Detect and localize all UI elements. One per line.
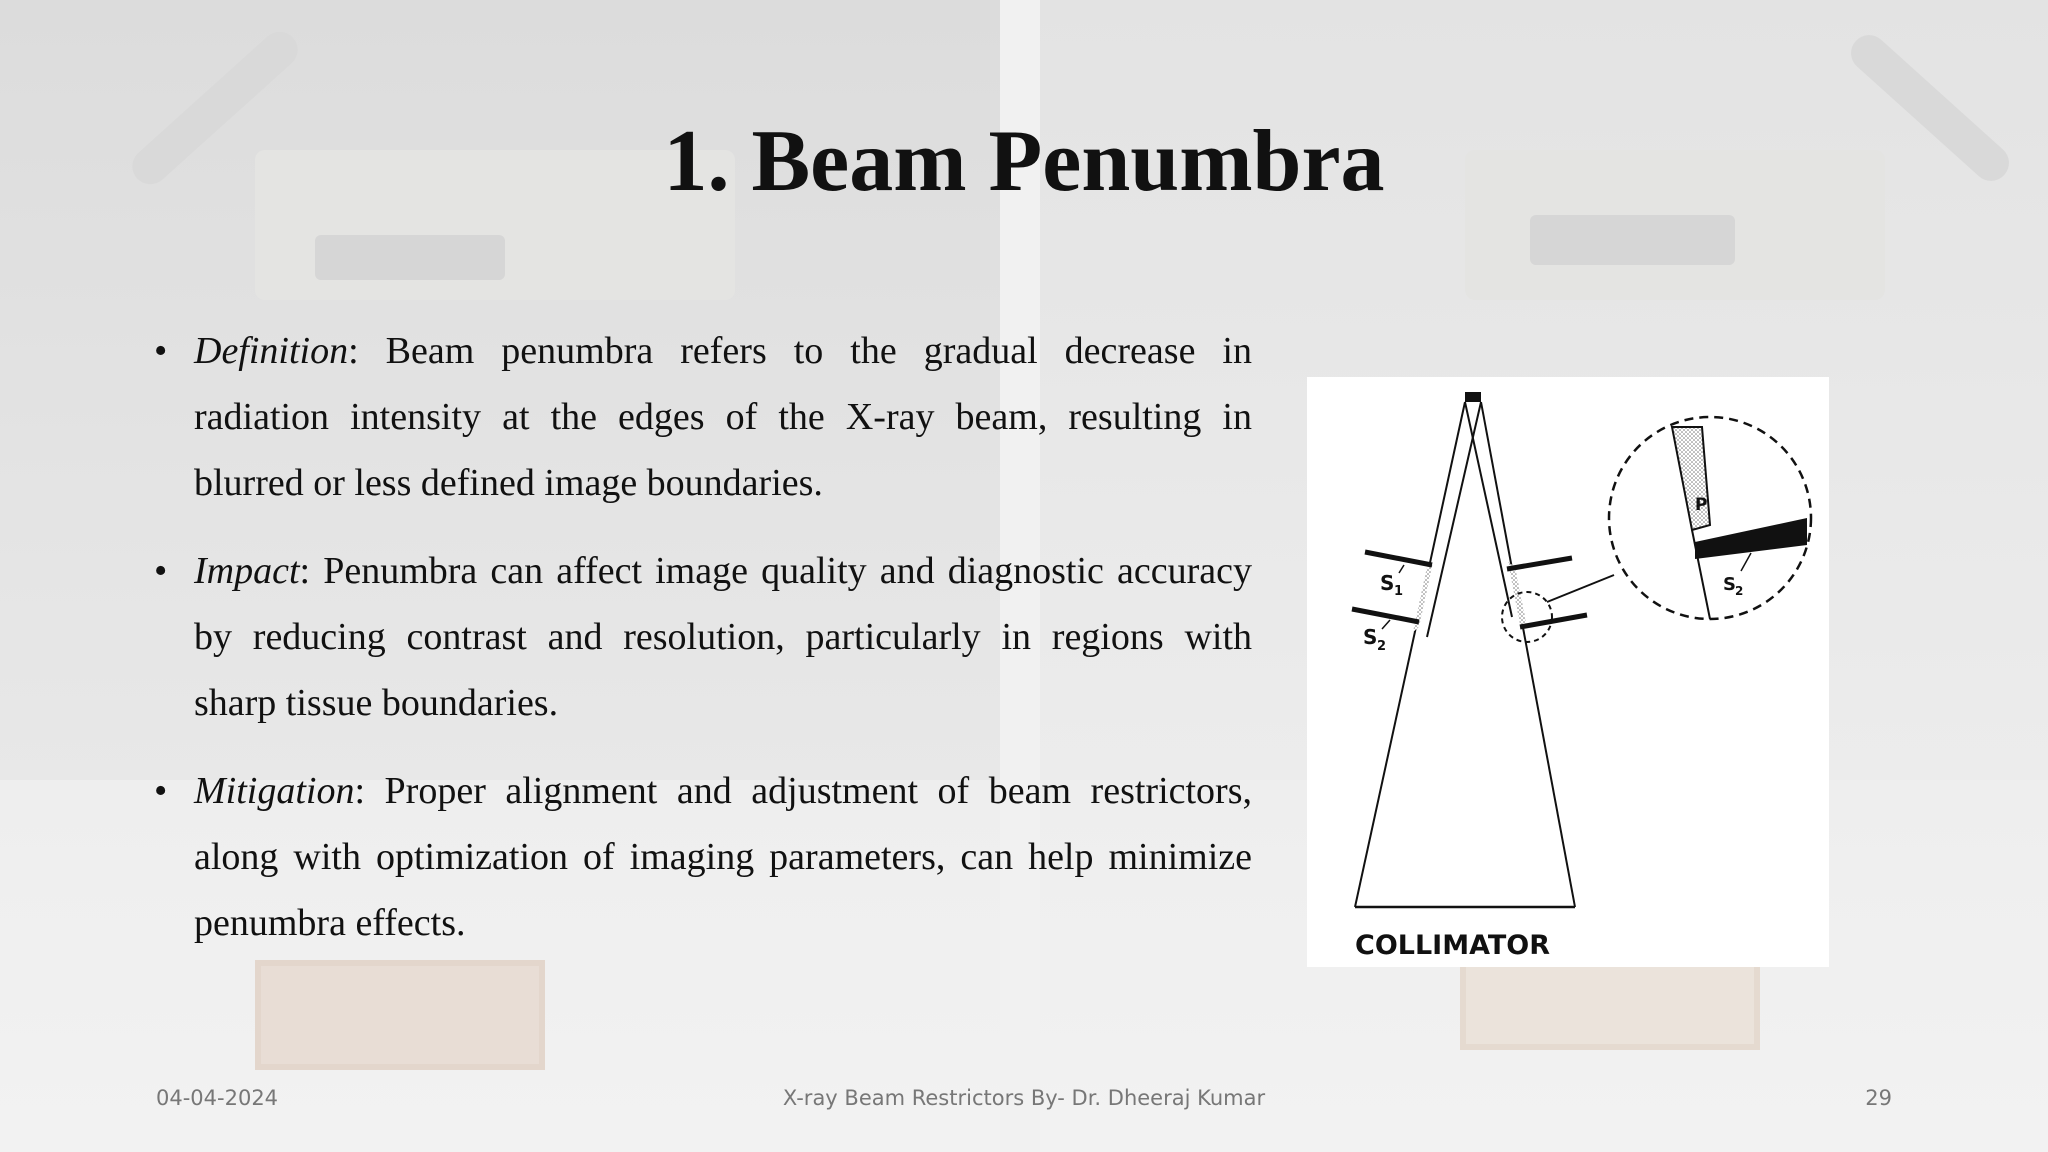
slide-title: 1. Beam Penumbra — [663, 113, 1385, 210]
bullet-dot: • — [154, 550, 168, 592]
focal-spot — [1465, 392, 1481, 402]
beam-cross-a — [1465, 402, 1512, 617]
footer-page-number: 29 — [1865, 1086, 1892, 1110]
label-s1: S — [1380, 571, 1395, 595]
detail-leader — [1547, 575, 1614, 602]
bullet-term: Mitigation — [194, 770, 355, 812]
bullet-text: : Proper alignment and adjustment of beam restrictors, along with optimization of imaging parameters, can help minimize penumbra effects. — [194, 770, 1252, 944]
label-s2-left-sub: 2 — [1377, 639, 1387, 654]
figure-caption: COLLIMATOR — [1355, 930, 1551, 961]
bullet-term: Definition — [194, 330, 349, 372]
lower-right-blade — [1520, 615, 1587, 627]
lower-left-blade — [1352, 609, 1419, 622]
bullet-definition — [150, 318, 1252, 516]
beam-cross-b — [1427, 402, 1481, 637]
penumbra-right — [1508, 562, 1527, 627]
detail-marker — [1502, 592, 1552, 642]
bullet-dot: • — [154, 330, 168, 372]
bullet-text: : Beam penumbra refers to the gradual decrease in radiation intensity at the edges of the X-ray beam, resulting in blurred or less defined image boundaries. — [194, 330, 1252, 504]
label-s2-right-sub: 2 — [1735, 584, 1744, 598]
bullet-mitigation — [150, 758, 1252, 956]
bullet-term: Impact — [194, 550, 300, 592]
footer-date: 04-04-2024 — [156, 1086, 279, 1110]
bullet-text: : Penumbra can affect image quality and diagnostic accuracy by reducing contrast and resolution, particularly in regions with sharp tissue boundaries. — [194, 550, 1252, 724]
collimator-diagram — [1307, 377, 1829, 967]
label-s1-sub: 1 — [1394, 584, 1404, 599]
upper-left-blade — [1365, 552, 1432, 565]
bullet-dot: • — [154, 770, 168, 812]
label-s2-right: S — [1723, 574, 1736, 595]
beam-right-edge — [1481, 402, 1575, 907]
upper-right-blade — [1507, 558, 1572, 569]
label-p: P — [1695, 495, 1708, 515]
footer-title: X-ray Beam Restrictors By- Dr. Dheeraj Kumar — [782, 1086, 1266, 1110]
bullet-impact — [150, 538, 1252, 736]
label-s2-left-tick — [1382, 620, 1390, 629]
label-s2-left: S — [1363, 625, 1378, 649]
label-s1-tick — [1399, 565, 1404, 573]
beam-left-edge — [1355, 402, 1465, 907]
bullet-list — [150, 318, 1252, 978]
